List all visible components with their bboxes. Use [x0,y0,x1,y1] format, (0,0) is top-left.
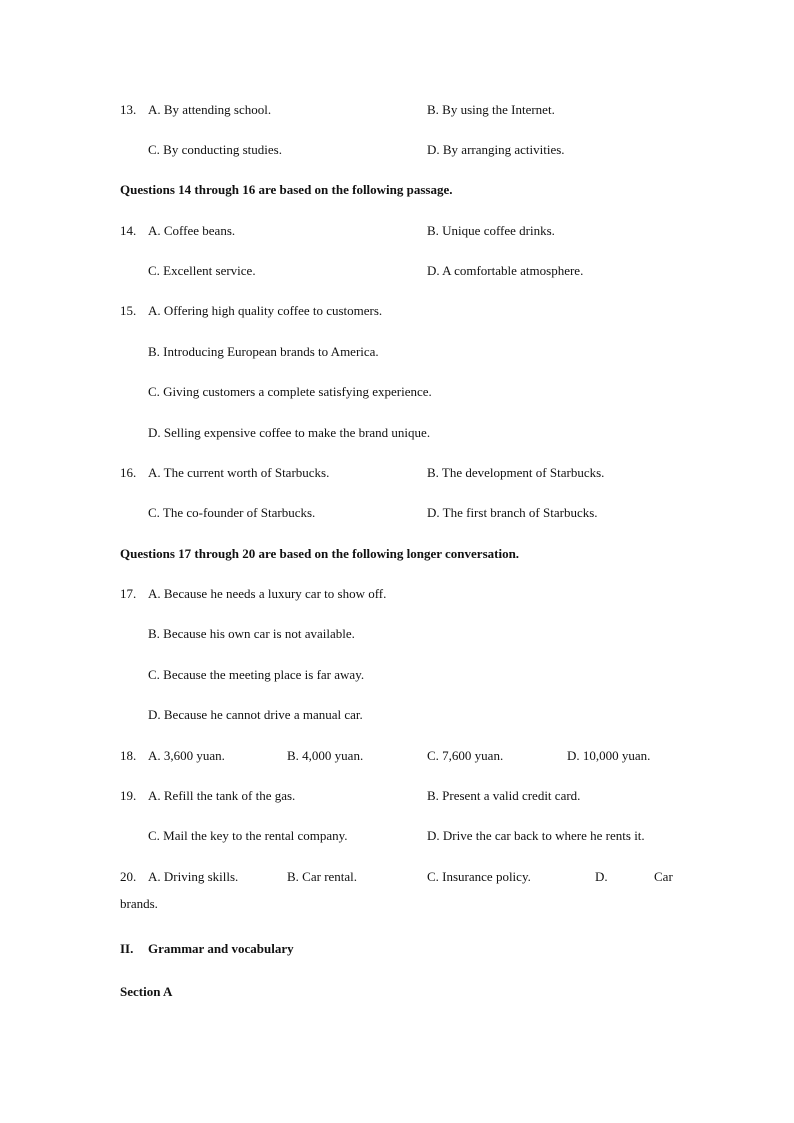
q20-option-d-continuation: brands. [120,896,158,911]
q14-option-a: A. Coffee beans. [148,223,236,238]
q17-option-d: D. Because he cannot drive a manual car. [148,707,363,722]
q19-option-d: D. Drive the car back to where he rents it. [427,828,645,843]
q16-option-c: C. The co-founder of Starbucks. [148,505,316,520]
q16-number: 16. [120,465,137,480]
q20-option-d-word: Car [654,869,673,884]
q17-option-b: B. Because his own car is not available. [148,626,355,641]
q15-option-a: A. Offering high quality coffee to customers. [148,303,383,318]
heading-questions-17-20: Questions 17 through 20 are based on the following longer conversation. [120,546,520,561]
q13-option-a: A. By attending school. [148,102,272,117]
q19-option-a: A. Refill the tank of the gas. [148,788,296,803]
section-a-heading: Section A [120,984,173,999]
q17-option-c: C. Because the meeting place is far away. [148,667,365,682]
q20-option-c: C. Insurance policy. [427,869,531,884]
section-ii-number: II. [120,941,134,956]
q18-number: 18. [120,748,137,763]
q14-number: 14. [120,223,137,238]
q13-option-b: B. By using the Internet. [427,102,555,117]
q18-option-d: D. 10,000 yuan. [567,748,651,763]
q13-number: 13. [120,102,137,117]
q14-option-d: D. A comfortable atmosphere. [427,263,584,278]
q18-option-b: B. 4,000 yuan. [287,748,364,763]
q20-option-b: B. Car rental. [287,869,358,884]
section-ii-title: Grammar and vocabulary [148,941,294,956]
q20-number: 20. [120,869,137,884]
q16-option-a: A. The current worth of Starbucks. [148,465,330,480]
q19-option-b: B. Present a valid credit card. [427,788,581,803]
q20-option-a: A. Driving skills. [148,869,239,884]
q16-option-d: D. The first branch of Starbucks. [427,505,598,520]
q19-option-c: C. Mail the key to the rental company. [148,828,348,843]
q15-option-c: C. Giving customers a complete satisfying experience. [148,384,432,399]
q17-number: 17. [120,586,137,601]
q18-option-c: C. 7,600 yuan. [427,748,504,763]
q15-option-b: B. Introducing European brands to America. [148,344,379,359]
q16-option-b: B. The development of Starbucks. [427,465,605,480]
q14-option-b: B. Unique coffee drinks. [427,223,555,238]
q15-number: 15. [120,303,137,318]
q13-option-c: C. By conducting studies. [148,142,282,157]
q17-option-a: A. Because he needs a luxury car to show off. [148,586,387,601]
heading-questions-14-16: Questions 14 through 16 are based on the following passage. [120,182,453,197]
q14-option-c: C. Excellent service. [148,263,256,278]
q18-option-a: A. 3,600 yuan. [148,748,225,763]
q20-option-d-label: D. [595,869,608,884]
q15-option-d: D. Selling expensive coffee to make the brand unique. [148,425,431,440]
q19-number: 19. [120,788,137,803]
q13-option-d: D. By arranging activities. [427,142,565,157]
